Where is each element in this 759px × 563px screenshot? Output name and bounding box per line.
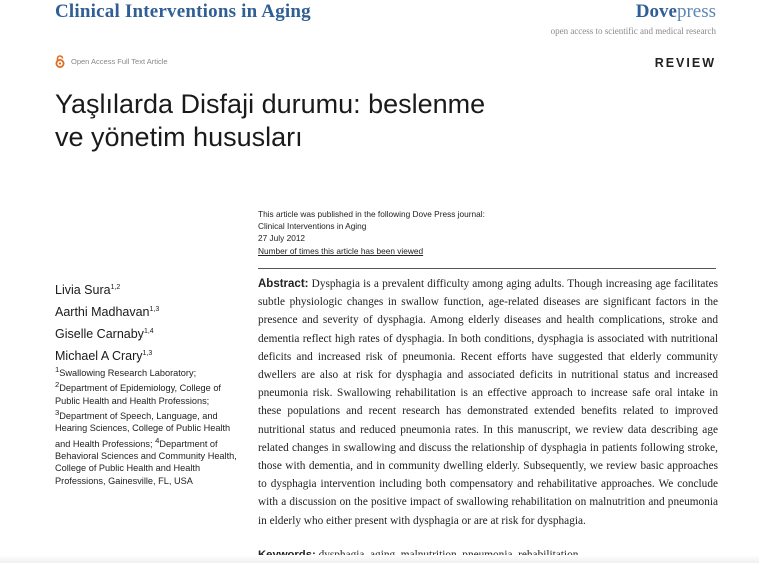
affiliation-number: 2 [55, 380, 60, 390]
article-type: REVIEW [654, 56, 716, 70]
publication-info [258, 208, 485, 257]
author [55, 278, 159, 300]
abstract-text: Dysphagia is a prevalent difficulty among aging adults. Though increasing age facilitates subtle physiologic changes in swallow function, age-related diseases are significant factors in the presence and severity of dysphagia. Among elderly diseases and health complications, stroke and dementia reflect high rates of dysphagia. In both conditions, dysphagia is associated with nutritional deficits and increased risk of pneumonia. Recent efforts have suggested that elderly community dwellers are also at risk for dysphagia and associated deficits in nutritional status and increased pneumonia risk. Swallowing rehabilitation is an effective approach to increase safe oral intake in these populations and recent research has demonstrated extended benefits related to improved nutritional status and reduced pneumonia rates. In this manuscript, we review data describing age related changes in swallowing and discuss the relationship of dysphagia in patients following stroke, those with dementia, and in community dwelling elderly. Subsequently, we review basic approaches to dysphagia intervention including both compensatory and rehabilitative approaches. We conclude with a discussion on the positive impact of swallowing rehabilitation on malnutrition and pneumonia in elderly who either present with dysphagia or are at risk for dysphagia. [258, 278, 718, 527]
publisher-logo [636, 1, 716, 23]
author-affiliation-marker: 1,4 [143, 328, 154, 336]
author-name: Michael A Crary [55, 349, 143, 364]
abstract [258, 275, 718, 530]
author-name: Giselle Carnaby [55, 327, 144, 342]
author-name: Aarthi Madhavan [55, 305, 150, 320]
affiliation-text: Department of Speech, Language, and Hearing Sciences, College of Public Health and Health Professions; [55, 411, 231, 449]
affiliation-text: Department of Epidemiology, College of Public Health and Health Professions; [55, 383, 221, 406]
publication-date: 27 July 2012 [258, 233, 306, 244]
author-affiliation-marker: 1,3 [142, 350, 153, 358]
author-affiliation-marker: 1,3 [149, 306, 160, 314]
overlay-title-line2: ve yönetim hususları [55, 122, 303, 152]
author [55, 322, 159, 344]
open-access-label: Open Access Full Text Article [71, 57, 168, 66]
publication-info-line: This article was published in the following Dove Press journal: [258, 209, 485, 219]
page-bottom-edge [0, 555, 759, 563]
open-access-badge [55, 55, 168, 68]
author [55, 300, 159, 322]
author-affiliation-marker: 1,2 [110, 284, 121, 291]
author-list [55, 278, 159, 367]
affiliation-number: 1 [55, 365, 60, 374]
affiliation-number: 3 [55, 408, 60, 418]
overlay-title-line1: Yaşlılarda Disfaji durumu: beslenme [55, 89, 486, 119]
publisher-logo-light: press [676, 1, 716, 22]
open-access-lock-icon [55, 55, 65, 68]
affiliation-number: 4 [155, 435, 160, 445]
publisher-tagline: open access to scientific and medical research [550, 26, 716, 36]
affiliation-text: Department of Behavioral Sciences and Community Health, College of Public Health and Health Professions, Gainesville, FL, USA [55, 438, 237, 486]
affiliation-text: Swallowing Research Laboratory; [59, 368, 197, 379]
journal-title: Clinical Interventions in Aging [55, 1, 311, 22]
publication-journal: Clinical Interventions in Aging [258, 221, 367, 232]
views-link[interactable]: Number of times this article has been viewed [258, 245, 424, 256]
affiliations [55, 364, 245, 487]
divider [258, 268, 716, 269]
publisher-logo-bold: Dove [635, 1, 677, 22]
abstract-label: Abstract: [258, 278, 309, 290]
author-name: Livia Sura [55, 283, 111, 298]
overlay-title [55, 88, 615, 154]
